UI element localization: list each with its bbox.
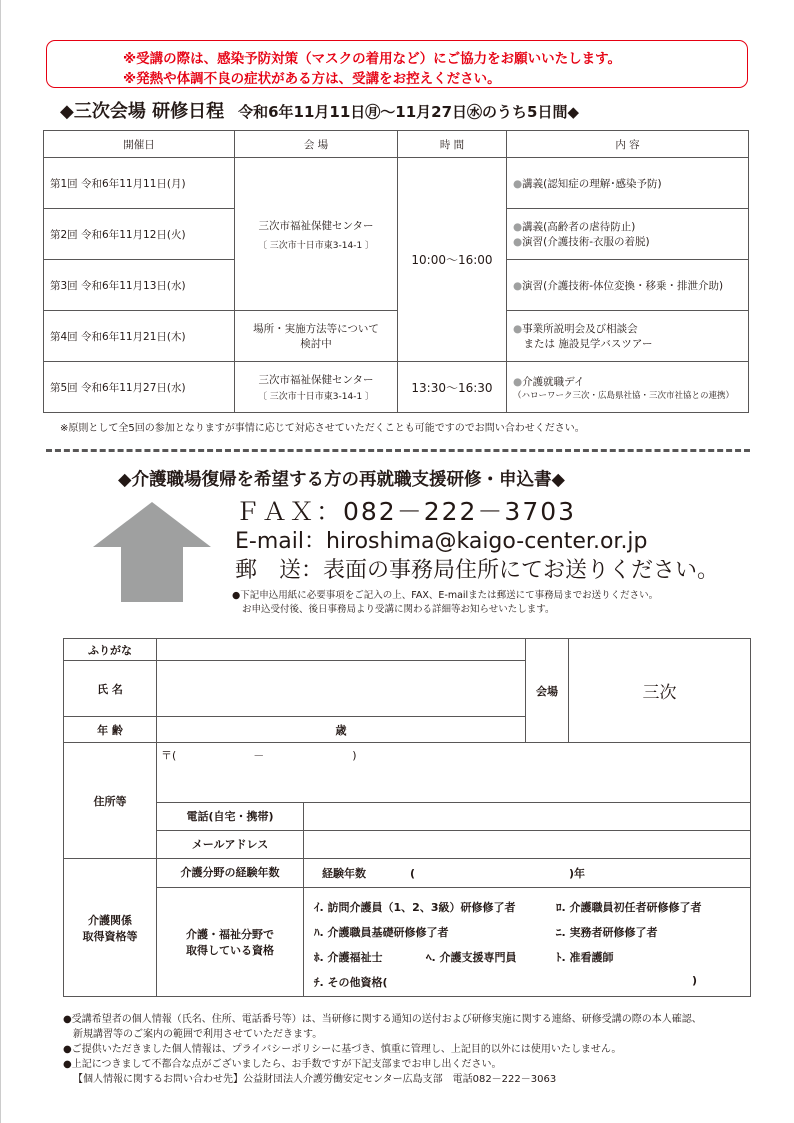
date-cell: 第2回 令和6年11月12日(火) [44,209,235,260]
certificates-list [304,888,750,996]
header-venue: 会 場 [235,131,398,158]
content-cell [507,260,749,311]
age-label: 年 齢 [64,717,157,743]
note-line-1: ●下記申込用紙に必要事項をご記入の上、FAX、E-mailまたは郵送にて事務局までお送りください。 [232,590,659,601]
header-time: 時 間 [398,131,507,158]
name-field[interactable] [157,661,526,717]
schedule-period: 令和6年11月11日㊊～11月27日㊌のうち5日間◆ [238,103,580,121]
email-field[interactable] [304,831,750,858]
age-field[interactable]: 歳 [157,717,526,743]
venue-address: 〔 三次市十日市東3-14-1 〕 [257,392,375,402]
phone-field[interactable] [304,803,750,830]
content-cell [507,362,749,413]
venue-name: 三次市福祉保健センター [258,219,374,232]
time-cell: 10:00～16:00 [398,158,507,362]
content-text: 講義(認知症の理解･感染予防) [522,177,662,190]
form-row [64,639,751,661]
date-cell: 第1回 令和6年11月11日(月) [44,158,235,209]
footer-line: ●上記につきまして不都合な点がございましたら、お手数ですが下記支部までお申し出ください。 [63,1059,502,1070]
time-cell: 13:30～16:30 [398,362,507,413]
experience-field[interactable]: 経験年数 ( )年 [322,867,586,880]
venue-name: 三次市福祉保健センター [258,374,374,386]
phone-row [157,803,751,831]
table-row [44,158,749,209]
email-row [157,831,751,859]
cert-option[interactable]: ﾎ. 介護福祉士 [314,951,383,964]
date-cell: 第4回 令和6年11月21日(木) [44,311,235,362]
cert-option[interactable]: ﾍ. 介護支援専門員 [426,951,517,964]
table-row [44,311,749,362]
venue-label: 会場 [526,639,569,743]
content-cell [507,209,749,260]
address-label: 住所等 [64,743,157,859]
experience-label: 介護分野の経験年数 [157,859,304,887]
name-label: 氏 名 [64,661,157,717]
arrow-up-icon [93,502,211,602]
content-text: または 施設見学バスツアー [523,338,653,350]
divider [46,449,750,452]
schedule-title [60,97,579,123]
form-row [64,859,751,888]
email-address: E-mail：hiroshima@kaigo-center.or.jp [235,529,648,554]
schedule-table [43,130,749,413]
cert-option[interactable]: ﾄ. 准看護師 [556,951,614,964]
privacy-footer [63,1012,702,1087]
cert-option[interactable]: ﾊ. 介護職員基礎研修修了者 [314,926,449,939]
bullet-icon: ● [513,279,523,292]
content-text: 介護就職デイ [522,375,585,388]
bullet-icon: ● [513,375,523,388]
note-line-2: お申込受付後、後日事務局より受講に関わる詳細等お知らせいたします。 [242,604,555,615]
footer-line: 新規講習等のご案内の範囲で利用させていただきます。 [63,1029,323,1040]
furigana-field[interactable] [157,639,526,661]
content-text: 事業所説明会及び相談会 [522,323,638,335]
furigana-label: ふりがな [64,639,157,661]
cert-label-1: 介護・福祉分野で [186,928,274,941]
schedule-title-text: ◆三次会場 研修日程 [60,101,225,122]
bullet-icon: ● [513,177,523,190]
bullet-icon: ● [513,323,523,335]
footer-contact: 【個人情報に関するお問い合わせ先】公益財団法人介護労働安定センター広島支部 電話082－222－3063 [73,1074,557,1085]
qual-line-2: 取得資格等 [82,929,138,943]
form-row [64,831,751,859]
content-text: （ハローワーク三次・広島県社協・三次市社協との連携） [513,390,735,401]
zip-field[interactable]: 〒( － ) [157,743,751,803]
table-row [44,362,749,413]
date-cell: 第5回 令和6年11月27日(水) [44,362,235,413]
bullet-icon: ● [513,221,523,233]
header-content: 内 容 [507,131,749,158]
content-cell [507,311,749,362]
cert-option[interactable]: ｲ. 訪問介護員（1、2、3級）研修修了者 [314,901,516,914]
cert-option[interactable]: ﾆ. 実務者研修修了者 [556,926,658,939]
application-form [63,638,751,997]
certificates-row [157,888,751,997]
phone-label: 電話(自宅・携帯) [157,803,304,830]
date-cell: 第3回 令和6年11月13日(水) [44,260,235,311]
footer-line: ●受講希望者の個人情報（氏名、住所、電話番号等）は、当研修に関する通知の送付および研修実施に関する連絡、研修受講の際の本人確認、 [63,1014,702,1025]
application-title: ◆介護職場復帰を希望する方の再就職支援研修・申込書◆ [118,470,565,490]
experience-row [157,859,751,888]
cert-option[interactable]: ﾁ. その他資格( [314,976,388,989]
cert-option[interactable]: ﾛ. 介護職員初任者研修修了者 [556,901,702,914]
venue-tbd: 場所・実施方法等について [253,323,379,335]
fax-number: ＦＡＸ：082－222－3703 [235,497,577,526]
qualification-label [64,859,157,997]
content-text: 演習(介護技術-体位変換・移乗・排泄介助) [522,279,724,292]
form-row [64,888,751,997]
certificates-label [157,888,304,996]
venue-address: 〔 三次市十日市東3-14-1 〕 [257,240,375,251]
header-date: 開催日 [44,131,235,158]
page-edge [0,0,1,1123]
venue-cell [235,311,398,362]
notice-box [46,40,748,88]
venue-cell [235,158,398,311]
postal-info: 郵 送：表面の事務局住所にてお送りください。 [235,558,720,583]
content-text: 演習(介護技術-衣服の着脱) [522,236,650,248]
content-text: 講義(高齢者の虐待防止) [522,221,636,233]
form-row [64,743,751,803]
schedule-header-row [44,131,749,158]
cert-close: ) [692,974,698,987]
venue-tbd-2: 検討中 [300,338,332,350]
cert-label-2: 取得している資格 [186,944,274,957]
notice-line-2: ※発熱や体調不良の症状がある方は、受講をお控えください。 [123,71,501,87]
venue-value: 三次 [569,639,751,743]
bullet-icon: ● [513,236,523,248]
notice-line-1: ※受講の際は、感染予防対策（マスクの着用など）にご協力をお願いいたします。 [123,51,622,67]
email-label: メールアドレス [157,831,304,858]
venue-cell [235,362,398,413]
form-row [64,803,751,831]
schedule-note: ※原則として全5回の参加となりますが事情に応じて対応させていただくことも可能ですのでお問い合わせください。 [60,423,585,434]
content-cell [507,158,749,209]
application-note [232,589,658,617]
qual-line-1: 介護関係 [88,913,132,927]
footer-line: ●ご提供いただきました個人情報は、プライバシーポリシーに基づき、慎重に管理し、上記目的以外には使用いたしません。 [63,1044,622,1055]
